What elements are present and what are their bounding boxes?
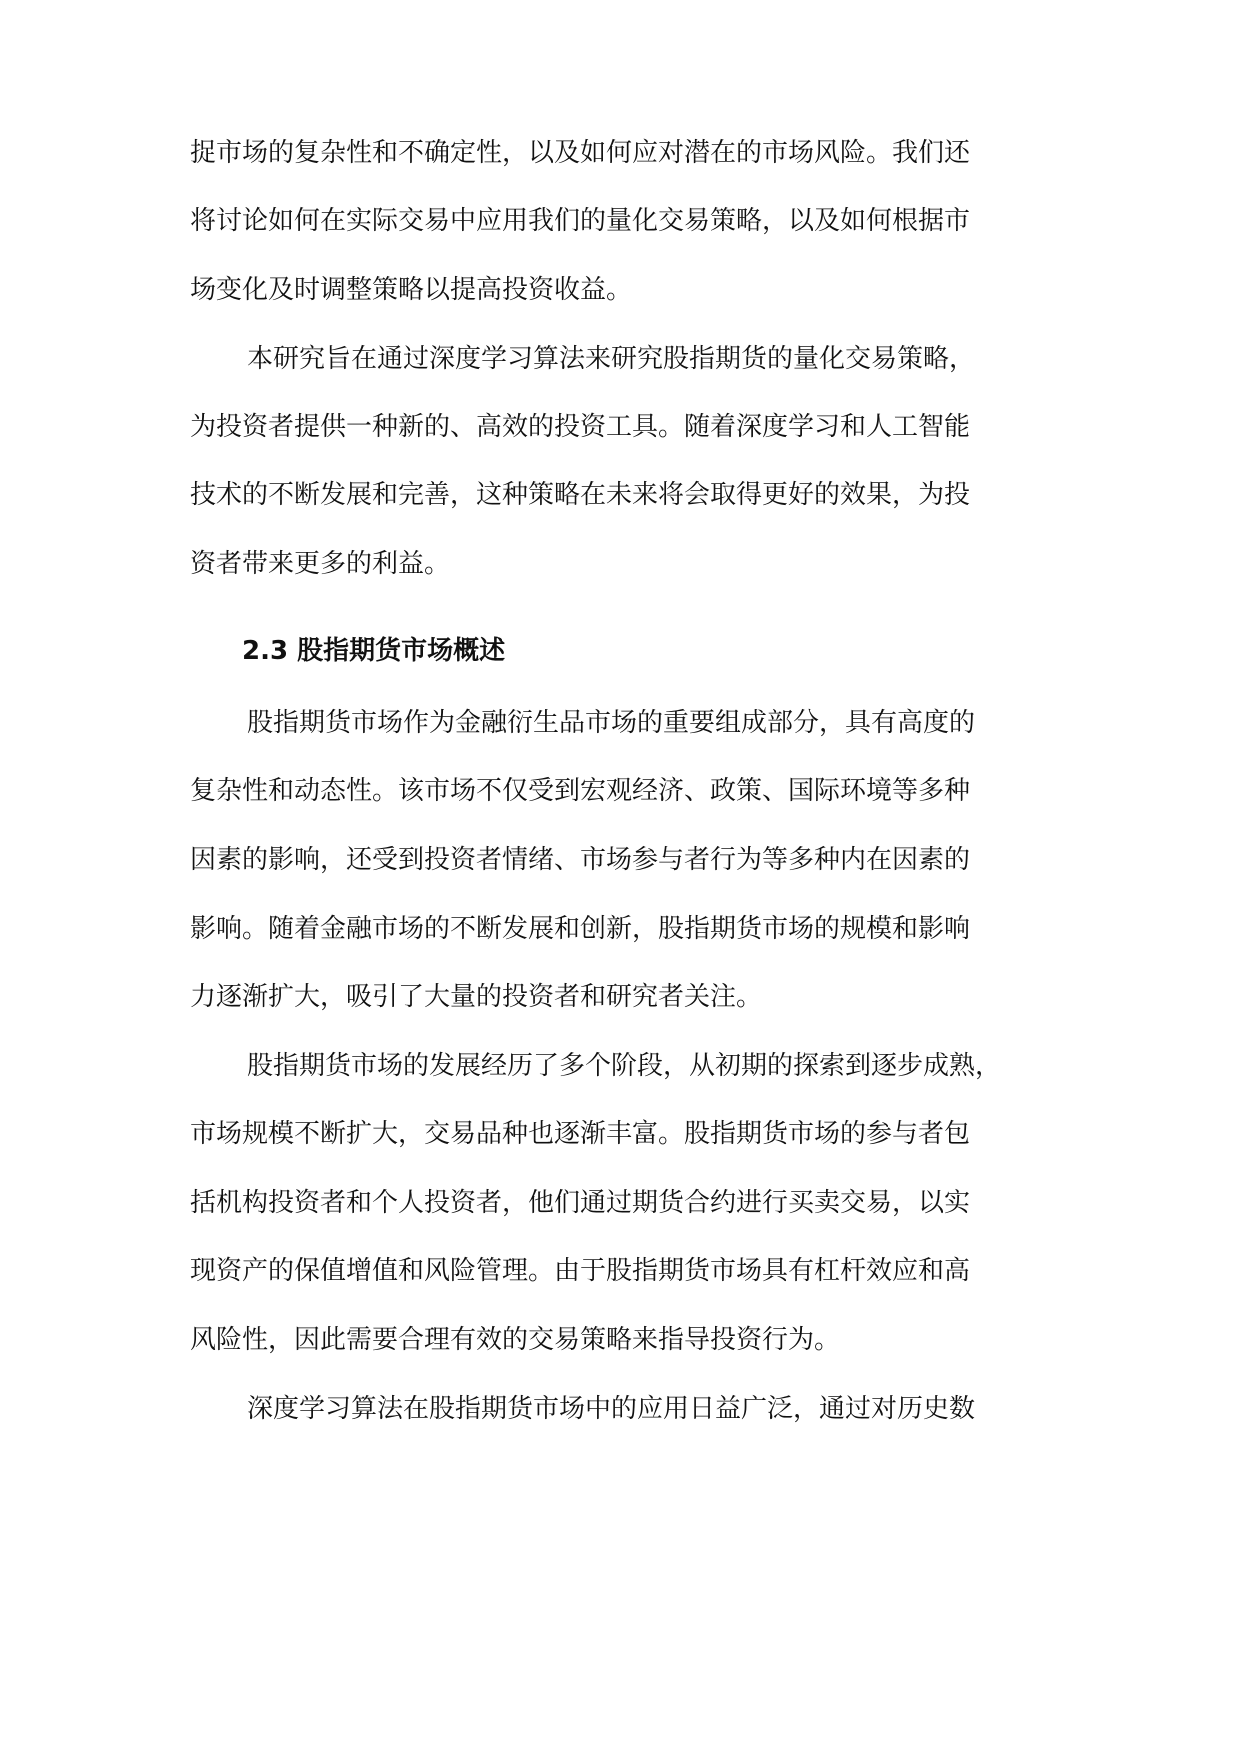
- text-line: 括机构投资者和个人投资者，他们通过期货合约进行买卖交易，以实: [190, 1188, 971, 1218]
- text-line: 将讨论如何在实际交易中应用我们的量化交易策略，以及如何根据市: [190, 206, 971, 236]
- text-line: 市场规模不断扩大，交易品种也逐渐丰富。股指期货市场的参与者包: [190, 1119, 971, 1149]
- text-line: 股指期货市场的发展经历了多个阶段，从初期的探索到逐步成熟，: [247, 1051, 1002, 1081]
- text-line: 技术的不断发展和完善，这种策略在未来将会取得更好的效果，为投: [190, 480, 971, 510]
- text-line: 本研究旨在通过深度学习算法来研究股指期货的量化交易策略，: [247, 344, 976, 374]
- text-line: 复杂性和动态性。该市场不仅受到宏观经济、政策、国际环境等多种: [190, 776, 971, 806]
- text-line: 深度学习算法在股指期货市场中的应用日益广泛，通过对历史数: [247, 1394, 976, 1424]
- text-line: 现资产的保值增值和风险管理。由于股指期货市场具有杠杆效应和高: [190, 1256, 971, 1286]
- text-line: 力逐渐扩大，吸引了大量的投资者和研究者关注。: [190, 982, 763, 1012]
- section-heading: 2.3 股指期货市场概述: [242, 636, 506, 666]
- text-line: 捉市场的复杂性和不确定性，以及如何应对潜在的市场风险。我们还: [190, 138, 971, 168]
- text-line: 影响。随着金融市场的不断发展和创新，股指期货市场的规模和影响: [190, 914, 971, 944]
- text-line: 为投资者提供一种新的、高效的投资工具。随着深度学习和人工智能: [190, 412, 971, 442]
- text-line: 风险性，因此需要合理有效的交易策略来指导投资行为。: [190, 1325, 841, 1355]
- text-line: 场变化及时调整策略以提高投资收益。: [190, 275, 633, 305]
- text-line: 因素的影响，还受到投资者情绪、市场参与者行为等多种内在因素的: [190, 845, 971, 875]
- text-line: 资者带来更多的利益。: [190, 549, 451, 579]
- text-line: 股指期货市场作为金融衍生品市场的重要组成部分，具有高度的: [247, 708, 976, 738]
